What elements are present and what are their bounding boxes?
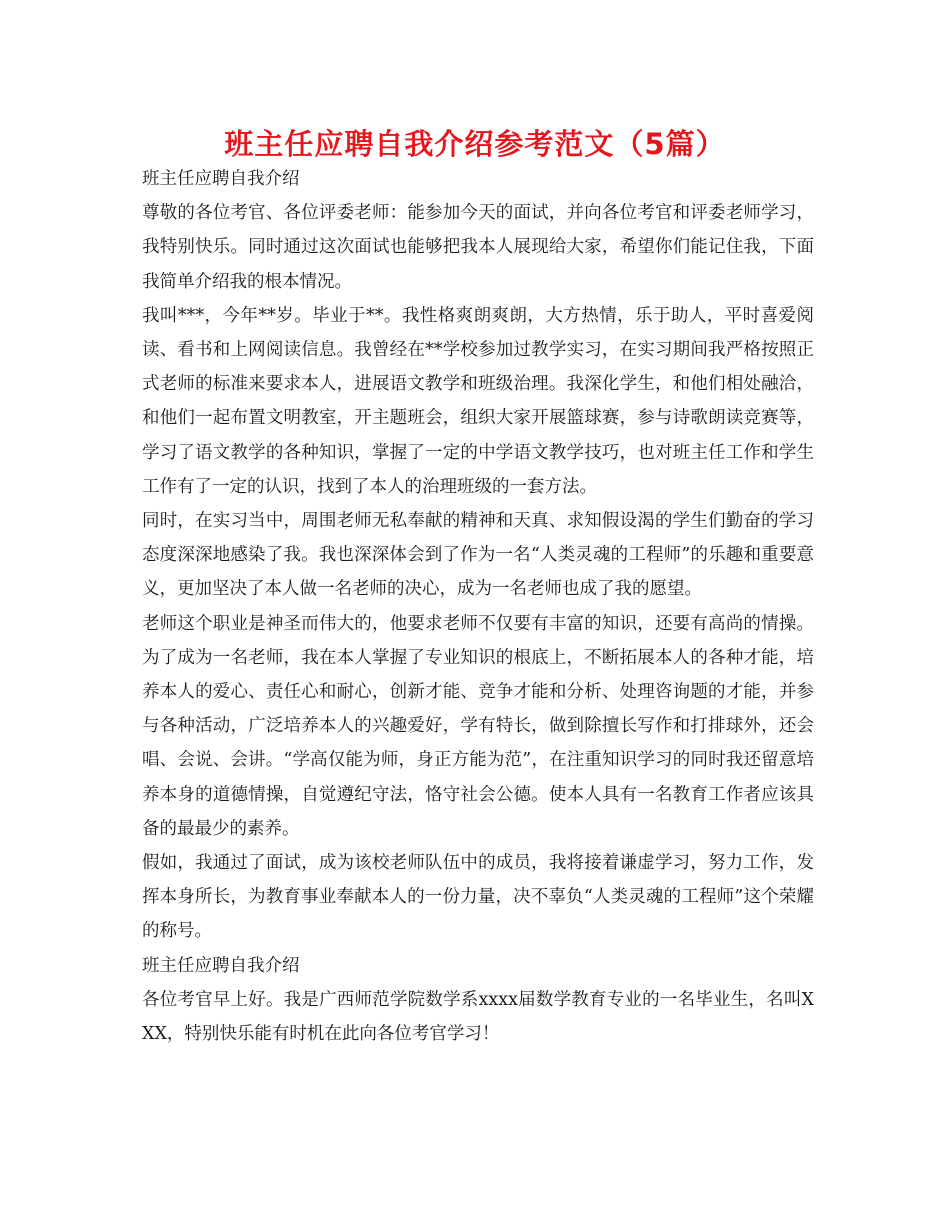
paragraph: 我叫***，今年**岁。毕业于**。我性格爽朗爽朗，大方热情，乐于助人，平时喜爱阅读、看书和上网阅读信息。我曾经在**学校参加过教学实习，在实习期间我严格按照正式老师的标准来要求本人，进展语文教学和班级治理。我深化学生，和他们相处融洽，和他们一起布置文明教室，开主题班会，组织大家开展篮球赛，参与诗歌朗读竞赛等，学习了语文教学的各种知识，掌握了一定的中学语文教学技巧，也对班主任工作和学生工作有了一定的认识，找到了本人的治理班级的一套方法。 — [142, 305, 814, 497]
paragraph: 假如，我通过了面试，成为该校老师队伍中的成员，我将接着谦虚学习，努力工作，发挥本身所长，为教育事业奉献本人的一份力量，决不辜负“人类灵魂的工程师”这个荣耀的称号。 — [142, 853, 814, 942]
section-heading: 班主任应聘自我介绍 — [142, 955, 300, 976]
document-title: 班主任应聘自我介绍参考范文（5篇） — [224, 127, 726, 161]
paragraph: 尊敬的各位考官、各位评委老师：能参加今天的面试，并向各位考官和评委老师学习，我特别快乐。同时通过这次面试也能够把我本人展现给大家，希望你们能记住我，下面我简单介绍我的根本情况。 — [142, 203, 814, 292]
section-heading: 班主任应聘自我介绍 — [142, 169, 300, 189]
paragraph: 各位考官早上好。我是广西师范学院数学系xxxx届数学教育专业的一名毕业生，名叫XXX，特别快乐能有时机在此向各位考官学习！ — [142, 989, 814, 1045]
paragraph: 同时，在实习当中，周围老师无私奉献的精神和天真、求知假设渴的学生们勤奋的学习态度深深地感染了我。我也深深体会到了作为一名“人类灵魂的工程师”的乐趣和重要意义，更加坚决了本人做一名老师的决心，成为一名老师也成了我的愿望。 — [142, 511, 814, 600]
paragraph: 老师这个职业是神圣而伟大的，他要求老师不仅要有丰富的知识，还要有高尚的情操。为了成为一名老师，我在本人掌握了专业知识的根底上，不断拓展本人的各种才能，培养本人的爱心、责任心和耐心，创新才能、竞争才能和分析、处理咨询题的才能，并参与各种活动，广泛培养本人的兴趣爱好，学有特长，做到除擅长写作和打排球外，还会唱、会说、会讲。“学高仅能为师，身正方能为范”，在注重知识学习的同时我还留意培养本身的道德情操，自觉遵纪守法，恪守社会公德。使本人具有一名教育工作者应该具备的最最少的素养。 — [142, 613, 814, 839]
document-body — [142, 162, 814, 1051]
